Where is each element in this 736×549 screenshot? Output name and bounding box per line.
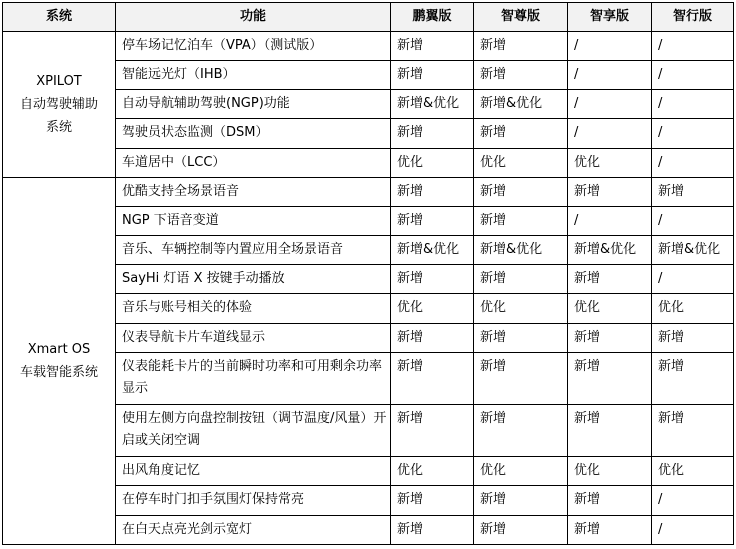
function-cell: 音乐、车辆控制等内置应用全场景语音 [116,236,391,265]
table-body [3,32,734,545]
xiang-cell: 新增&优化 [568,236,652,265]
xiang-cell: 新增 [568,352,652,404]
xiang-cell: 新增 [568,405,652,457]
xing-cell: / [652,265,734,294]
function-cell: 驾驶员状态监测（DSM） [116,119,391,148]
function-cell: 智能远光灯（IHB） [116,61,391,90]
peng-cell: 新增 [391,265,474,294]
function-cell: 使用左侧方向盘控制按钮（调节温度/风量）开启或关闭空调 [116,405,391,457]
header-function: 功能 [116,3,391,32]
peng-cell: 新增 [391,486,474,515]
peng-cell: 新增 [391,515,474,544]
peng-cell: 新增 [391,32,474,61]
table-row [3,177,734,206]
xiang-cell: 优化 [568,294,652,323]
xing-cell: 新增 [652,405,734,457]
xing-cell: / [652,32,734,61]
xing-cell: / [652,90,734,119]
xing-cell: / [652,206,734,235]
function-cell: NGP 下语音变道 [116,206,391,235]
zun-cell: 优化 [474,294,568,323]
header-peng: 鹏翼版 [391,3,474,32]
peng-cell: 优化 [391,148,474,177]
header-xing: 智行版 [652,3,734,32]
xiang-cell: 新增 [568,323,652,352]
system-cell-xmart: Xmart OS 车载智能系统 [3,177,116,544]
xing-cell: 优化 [652,457,734,486]
function-cell: 停车场记忆泊车（VPA）（测试版） [116,32,391,61]
zun-cell: 新增 [474,206,568,235]
peng-cell: 新增 [391,352,474,404]
zun-cell: 新增 [474,119,568,148]
xiang-cell: / [568,90,652,119]
function-cell: 优酷支持全场景语音 [116,177,391,206]
feature-table [2,2,734,545]
zun-cell: 新增 [474,405,568,457]
peng-cell: 新增&优化 [391,90,474,119]
xiang-cell: 优化 [568,148,652,177]
xing-cell: / [652,148,734,177]
peng-cell: 新增 [391,206,474,235]
zun-cell: 新增 [474,323,568,352]
function-cell: 在白天点亮光剑示宽灯 [116,515,391,544]
xiang-cell: 新增 [568,177,652,206]
peng-cell: 新增 [391,323,474,352]
header-system: 系统 [3,3,116,32]
peng-cell: 优化 [391,457,474,486]
zun-cell: 新增 [474,32,568,61]
zun-cell: 新增 [474,352,568,404]
xiang-cell: 新增 [568,265,652,294]
function-cell: 出风角度记忆 [116,457,391,486]
zun-cell: 优化 [474,457,568,486]
zun-cell: 新增 [474,486,568,515]
xiang-cell: / [568,206,652,235]
zun-cell: 新增 [474,265,568,294]
function-cell: 车道居中（LCC） [116,148,391,177]
zun-cell: 新增&优化 [474,236,568,265]
system-cell-xpilot: XPILOT 自动驾驶辅助 系统 [3,32,116,178]
zun-cell: 优化 [474,148,568,177]
peng-cell: 新增&优化 [391,236,474,265]
xing-cell: / [652,61,734,90]
function-cell: SayHi 灯语 X 按键手动播放 [116,265,391,294]
xing-cell: 新增 [652,177,734,206]
xing-cell: / [652,486,734,515]
header-row [3,3,734,32]
zun-cell: 新增 [474,177,568,206]
peng-cell: 新增 [391,405,474,457]
xiang-cell: / [568,32,652,61]
xiang-cell: 新增 [568,486,652,515]
function-cell: 仪表导航卡片车道线显示 [116,323,391,352]
zun-cell: 新增 [474,515,568,544]
function-cell: 仪表能耗卡片的当前瞬时功率和可用剩余功率显示 [116,352,391,404]
xing-cell: 新增 [652,352,734,404]
xiang-cell: 新增 [568,515,652,544]
function-cell: 音乐与账号相关的体验 [116,294,391,323]
header-xiang: 智享版 [568,3,652,32]
xing-cell: 优化 [652,294,734,323]
function-cell: 自动导航辅助驾驶(NGP)功能 [116,90,391,119]
xiang-cell: / [568,61,652,90]
header-zun: 智尊版 [474,3,568,32]
xing-cell: / [652,119,734,148]
table-row [3,32,734,61]
xiang-cell: 优化 [568,457,652,486]
function-cell: 在停车时门扣手氛围灯保持常亮 [116,486,391,515]
xing-cell: 新增&优化 [652,236,734,265]
zun-cell: 新增&优化 [474,90,568,119]
peng-cell: 新增 [391,61,474,90]
zun-cell: 新增 [474,61,568,90]
xing-cell: 新增 [652,323,734,352]
xing-cell: / [652,515,734,544]
peng-cell: 新增 [391,177,474,206]
peng-cell: 新增 [391,119,474,148]
xiang-cell: / [568,119,652,148]
peng-cell: 优化 [391,294,474,323]
